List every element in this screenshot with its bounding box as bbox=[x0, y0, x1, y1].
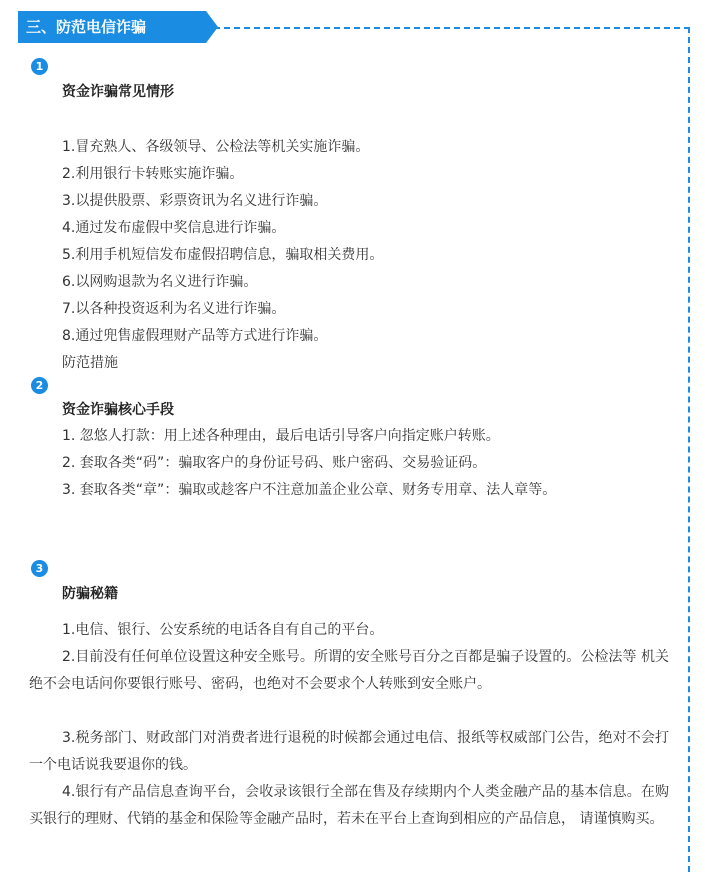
list-item: 6.以网购退款为名义进行诈骗。 bbox=[62, 274, 258, 290]
section-number-2-icon: 2 bbox=[31, 377, 48, 394]
paragraph: 1.电信、银行、公安系统的电话各自有自己的平台。 bbox=[62, 622, 384, 638]
list-item: 3.以提供股票、彩票资讯为名义进行诈骗。 bbox=[62, 193, 328, 209]
paragraph: 1. 忽悠人打款：用上述各种理由，最后电话引导客户向指定账户转账。 bbox=[62, 428, 500, 444]
paragraph: 3.税务部门、财政部门对消费者进行退税的时候都会通过电信、报纸等权威部门公告，绝对不会打 一个电话说我要退你的钱。 bbox=[29, 730, 669, 773]
paragraph: 3. 套取各类“章”：骗取或趁客户不注意加盖企业公章、财务专用章、法人章等。 bbox=[62, 482, 557, 498]
section-heading-2: 资金诈骗核心手段 bbox=[62, 402, 174, 418]
section-heading-1: 资金诈骗常见情形 bbox=[62, 84, 174, 100]
section-number-1-icon: 1 bbox=[31, 58, 48, 75]
paragraph: 2.目前没有任何单位设置这种安全账号。所谓的安全账号百分之百都是骗子设置的。公检法等 机关绝不会电话问你要银行账号、密码，也绝对不会要求个人转账到安全账户。 bbox=[29, 649, 669, 692]
paragraph: 2. 套取各类“码”：骗取客户的身份证号码、账户密码、交易验证码。 bbox=[62, 455, 487, 471]
section-heading-3: 防骗秘籍 bbox=[62, 586, 118, 602]
dashed-border-top bbox=[214, 27, 690, 29]
paragraph: 4.银行有产品信息查询平台，会收录该银行全部在售及存续期内个人类金融产品的基本信息。在购买银行的理财、代销的基金和保险等金融产品时，若未在平台上查询到相应的产品信息， 请谨慎购买。 bbox=[29, 784, 669, 827]
list-item: 5.利用手机短信发布虚假招聘信息，骗取相关费用。 bbox=[62, 247, 384, 263]
section-number-3-icon: 3 bbox=[31, 560, 48, 577]
section-title: 三、防范电信诈骗 bbox=[26, 18, 147, 36]
list-item: 2.利用银行卡转账实施诈骗。 bbox=[62, 166, 244, 182]
section-title-tag bbox=[18, 11, 218, 43]
list-item: 4.通过发布虚假中奖信息进行诈骗。 bbox=[62, 220, 286, 236]
list-item: 1.冒充熟人、各级领导、公检法等机关实施诈骗。 bbox=[62, 139, 370, 155]
list-item: 8.通过兜售虚假理财产品等方式进行诈骗。 bbox=[62, 328, 328, 344]
prevention-measures-label: 防范措施 bbox=[62, 355, 118, 371]
dashed-border-right bbox=[688, 27, 690, 872]
list-item: 7.以各种投资返利为名义进行诈骗。 bbox=[62, 301, 286, 317]
